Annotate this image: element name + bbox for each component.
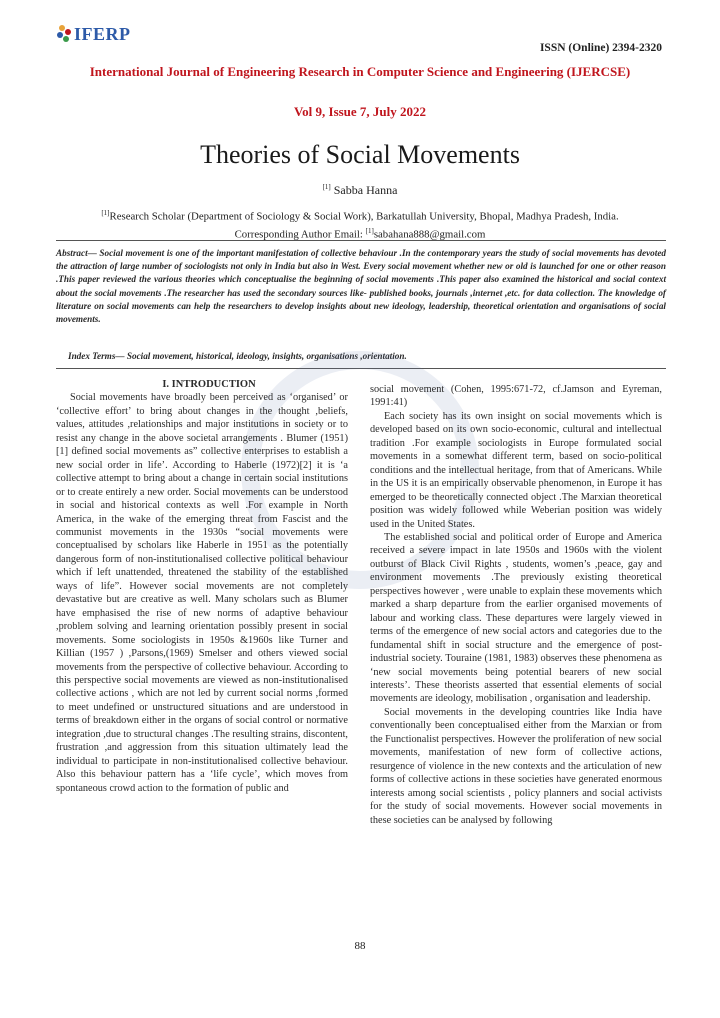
page-number: 88 xyxy=(354,940,366,952)
left-column xyxy=(56,378,348,795)
author-marker: [1] xyxy=(322,183,331,191)
right-paragraph-1: social movement (Cohen, 1995:671-72, cf.Jamson and Eyreman, 1991:41) xyxy=(370,384,662,409)
affiliation-block xyxy=(40,206,680,241)
abstract-bottom-rule xyxy=(56,368,666,369)
right-paragraph-2: Each society has its own insight on social movements which is developed based on its own socio-economic, cultural and intellectual tradition .For example sociologists in Europe formulated social movements in a somewhat different term, based on socio-political conditions and the intellectual heritage, from that of Americans. While in the US it is an empirically observable phenomenon, in Europe it has emerged to be theoretically connected object .The Marxian theoretical position was widely followed while Weberian position was widely used in the United States. xyxy=(370,410,662,530)
journal-name: International Journal of Engineering Research in Computer Science and Engineering (IJERCSE) xyxy=(89,64,631,79)
issn-label: ISSN (Online) 2394-2320 xyxy=(539,42,662,54)
volume-issue: Vol 9, Issue 7, July 2022 xyxy=(293,104,427,119)
journal-logo xyxy=(54,22,164,52)
paper-title: Theories of Social Movements xyxy=(200,140,520,169)
abstract: Abstract— Social movement is one of the important manifestation of collective behaviour .In the contemporary years the study of social movements has devoted the attraction of large number of sociologists not only in India but also in West. Every social movement whether new or old is launched for one or other reason .This paper reviewed the various theories which conceptualise the beginning of social movements .This paper also examined the historical and social context about the social movements .The researcher has used the secondary sources like- published books, journals ,internet ,etc. for data collection. The knowledge of literature on social movements can help the researchers to develop insights about new ideology, leadership, theoretical orientation and organisations of social movements. xyxy=(56,248,666,325)
affiliation-text: Research Scholar (Department of Sociology & Social Work), Barkatullah University, Bhopal, Madhya Pradesh, India. xyxy=(109,210,619,223)
author-name: Sabba Hanna xyxy=(333,183,398,197)
email-marker: [1] xyxy=(365,226,374,235)
right-paragraph-3: The established social and political order of Europe and America received a severe impact in late 1950s and 1960s with the violent outburst of Black Civil Rights , students, women’s ,peace, gay and environment movements .The previously existing theoretical perspectives however , were unable to explain these movements which marked a sharp departure from the earlier organised movements of labour and working class. These departures were largely viewed in terms of the emergence of new social actors and categories due to the fundamental shift in social structure and the emergence of post- industrial society. Touraine (1981, 1983) observes these phenomena as ‘new social movements being potential bearers of new social interests’. These theorists asserted that essential elements of social movements are ideology, mobilisation , organisation and leadership. xyxy=(370,531,662,705)
logo-text: IFERP xyxy=(74,24,131,44)
index-terms: Index Terms— Social movement, historical, ideology, insights, organisations ,orientation. xyxy=(68,351,407,361)
abstract-top-rule xyxy=(56,240,666,241)
logo-mark-icon xyxy=(54,22,74,48)
left-paragraph-1: Social movements have broadly been perceived as ‘organised’ or ‘collective effort’ to bring about changes in the thought ,beliefs, values, attitudes ,relationships and major institutions in society or to resist any change in the above societal arrangements . Blumer (1951)[1] defined social movements as” collective enterprises to establish a new social order in life’. According to Haberle (1972)[2] it is ‘a collective attempt to bring about a change in certain social institutions or to create entirely a new order. Social movements can be understood in social and historical contexts as well .For example in North America, in the wake of the emerging threat from Fascist and the communist movements in the 1930s “social movements were conceptualised by scholars like Haberle in 1951 as the potentially dangerous form of non-institutionalised collective political behaviour which if left unattended, threatened the stability of the established ways of life”. However social movements are not completely devastative but are creative as well. Many scholars such as Blumer have emphasised the rise of new norms of adaptive behaviour ,problem solving and learning orientation possibly present in social movements. Some sociologists in 1950s &1960s like Turner and Killian (1957 ) ,Parsons,(1969) Smelser and others viewed social movements from the perspective of collective behaviour. According to this perspective social movements are viewed as non-institutionalised collective actions , which are not led by current social norms ,formed to meet undefined or unstructured situations and are understood in terms of breakdown either in the organs of social control or normative integration ,due to structural changes .The resulting strains, discontent, frustration ,and aggression from this situation ultimately lead the individual to participate in non-institutionalised collective behaviour. Also this behaviour pattern has a ‘life cycle’, which moves from spontaneous crowd action to the formation of public and xyxy=(56,392,348,794)
email-address: sabahana888@gmail.com xyxy=(373,228,486,241)
right-column xyxy=(370,383,662,827)
affiliation-marker: [1] xyxy=(101,209,110,217)
right-paragraph-4: Social movements in the developing countries like India have conventionally been conceptualised either from the Marxian or from the Functionalist perspectives. However the proliferation of new social movements, manifestation of new form of collective actions, resurgence of violence in the new contexts and the articulation of new forms of collective actions in these societies have generated enormous interests among social scientists , policy planners and social activists for the study of social movements. However social movements in these societies can be analysed by following xyxy=(370,706,662,826)
author-line xyxy=(60,183,660,198)
email-label: Corresponding Author Email: xyxy=(234,228,363,241)
section-heading-introduction: I. INTRODUCTION xyxy=(162,379,256,390)
